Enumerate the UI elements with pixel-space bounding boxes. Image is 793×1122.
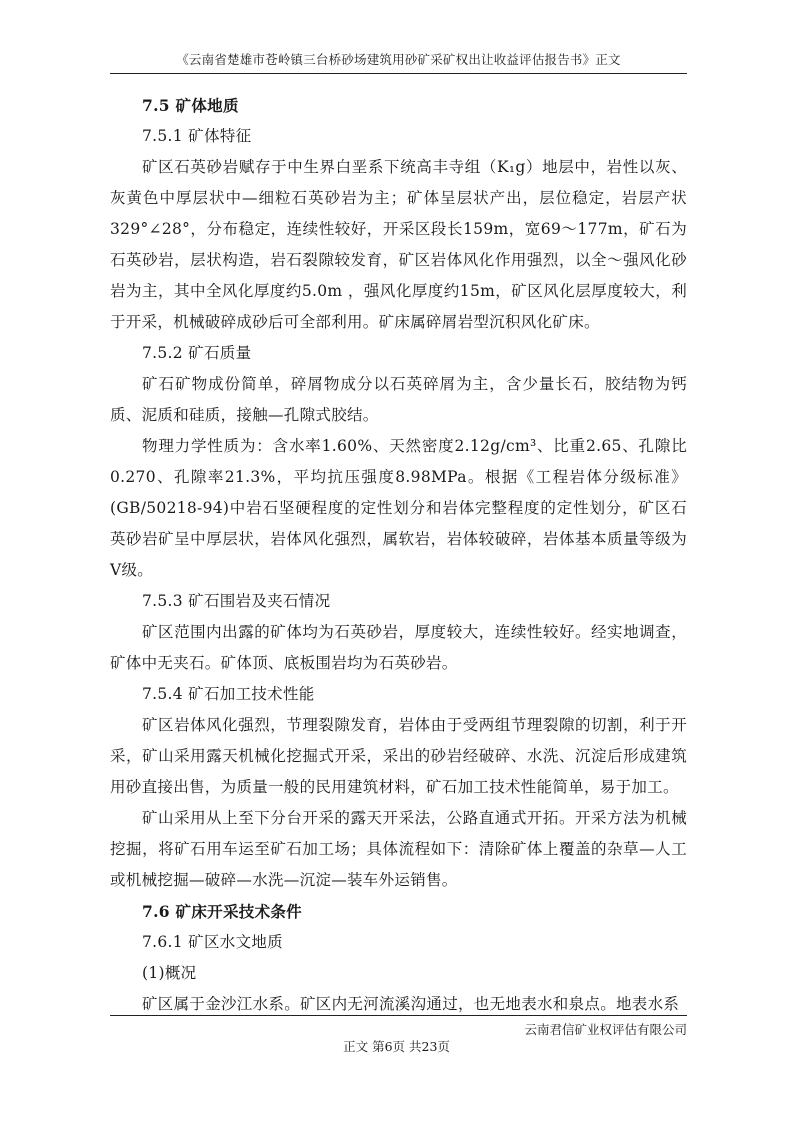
section-heading-7-5: 7.5 矿体地质 [142,96,239,115]
paragraph: 矿山采用从上至下分台开采的露天开采法，公路直通式开拓。开采方法为机械挖掘，将矿石用车运至矿石加工场；具体流程如下：清除矿体上覆盖的杂草—人工或机械挖掘—破碎—水洗—沉淀—装车外运销售。 [110,809,687,889]
item-heading-overview: (1)概况 [142,964,197,982]
paragraph: 物理力学性质为：含水率1.60%、天然密度2.12g/cm³、比重2.65、孔隙比0.270、孔隙率21.3%，平均抗压强度8.98MPa。根据《工程岩体分级标准》(GB/50218-94)中岩石坚硬程度的定性划分和岩体完整程度的定性划分，矿区石英砂岩矿呈中厚层状，岩体风化强烈，属软岩，岩体较破碎，岩体基本质量等级为Ⅴ级。 [110,437,687,579]
subsection-heading-7-5-4: 7.5.4 矿石加工技术性能 [142,685,315,703]
document-body [110,90,687,1020]
paragraph: 矿区岩体风化强烈，节理裂隙发育，岩体由于受两组节理裂隙的切割，利于开采，矿山采用露天机械化挖掘式开采，采出的砂岩经破碎、水洗、沉淀后形成建筑用砂直接出售，为质量一般的民用建筑材料，矿石加工技术性能简单，易于加工。 [110,716,687,796]
page-header: 《云南省楚雄市苍岭镇三台桥砂场建筑用砂矿采矿权出让收益评估报告书》正文 [110,50,687,74]
paragraph: 矿区石英砂岩赋存于中生界白垩系下统高丰寺组（K₁g）地层中，岩性以灰、灰黄色中厚层状中—细粒石英砂岩为主；矿体呈层状产出，层位稳定，岩层产状329°∠28°，分布稳定，连续性较好，开采区段长159m，宽69～177m，矿石为石英砂岩，层状构造，岩石裂隙较发育，矿区岩体风化作用强烈，以全～强风化砂岩为主，其中全风化厚度约5.0m ，强风化厚度约15m，矿区风化层厚度较大，利于开采，机械破碎成砂后可全部利用。矿床属碎屑岩型沉积风化矿床。 [110,158,687,331]
subsection-heading-7-5-2: 7.5.2 矿石质量 [142,344,252,362]
paragraph: 矿区范围内出露的矿体均为石英砂岩，厚度较大，连续性较好。经实地调查，矿体中无夹石。矿体顶、底板围岩均为石英砂岩。 [110,623,687,672]
paragraph: 矿区属于金沙江水系。矿区内无河流溪沟通过，也无地表水和泉点。地表水系 [142,995,680,1013]
footer-divider [110,1015,687,1016]
paragraph: 矿石矿物成份简单，碎屑物成分以石英碎屑为主，含少量长石，胶结物为钙质、泥质和硅质，接触—孔隙式胶结。 [110,375,687,424]
section-heading-7-6: 7.6 矿床开采技术条件 [142,902,302,921]
footer-company: 云南君信矿业权评估有限公司 [524,1022,687,1037]
page-number: 正文 第6页 共23页 [343,1039,450,1054]
subsection-heading-7-6-1: 7.6.1 矿区水文地质 [142,933,283,951]
subsection-heading-7-5-3: 7.5.3 矿石围岩及夹石情况 [142,592,331,610]
subsection-heading-7-5-1: 7.5.1 矿体特征 [142,127,252,145]
